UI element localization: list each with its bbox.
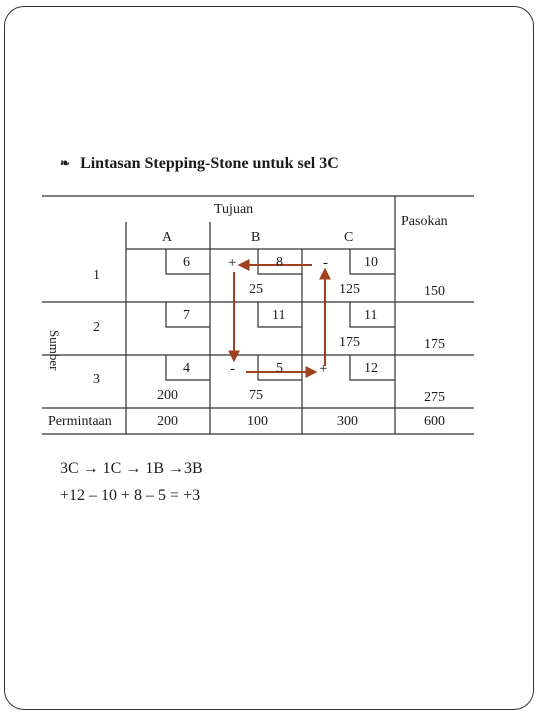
cost-1c: 10: [364, 255, 378, 270]
allocation-1c: 125: [339, 282, 360, 297]
allocation-3b: 75: [249, 388, 263, 403]
allocation-1b: 25: [249, 282, 263, 297]
allocation-2c: 175: [339, 335, 360, 350]
demand-a: 200: [157, 414, 178, 429]
path-formula: 3C → 1C → 1B →3B: [60, 460, 203, 477]
sign-3b: -: [230, 361, 235, 377]
sumber-label: Sumber: [47, 330, 62, 371]
sign-1c: -: [323, 255, 328, 271]
col-header-c: C: [344, 230, 354, 245]
heading-title: Lintasan Stepping-Stone untuk sel 3C: [80, 155, 339, 172]
cost-2c: 11: [364, 308, 378, 323]
demand-total: 600: [424, 414, 445, 429]
demand-c: 300: [337, 414, 358, 429]
cost-3b: 5: [276, 361, 283, 376]
row-label-2: 2: [93, 320, 100, 335]
row-label-1: 1: [93, 268, 100, 283]
supply-1: 150: [424, 284, 445, 299]
allocation-3a: 200: [157, 388, 178, 403]
sign-3c: +: [319, 361, 328, 377]
col-header-a: A: [162, 230, 173, 245]
cost-2b: 11: [272, 308, 286, 323]
permintaan-label: Permintaan: [48, 414, 112, 429]
cost-3c: 12: [364, 361, 378, 376]
pasokan-header: Pasokan: [401, 214, 448, 229]
sign-1b: +: [228, 255, 237, 271]
supply-3: 275: [424, 390, 445, 405]
cost-3a: 4: [183, 361, 190, 376]
cost-1a: 6: [183, 255, 190, 270]
cost-2a: 7: [183, 308, 190, 323]
cost-formula: +12 – 10 + 8 – 5 = +3: [60, 487, 201, 504]
demand-b: 100: [247, 414, 268, 429]
cost-1b: 8: [276, 255, 283, 270]
row-label-3: 3: [93, 372, 100, 387]
tujuan-header: Tujuan: [214, 202, 254, 217]
col-header-b: B: [251, 230, 261, 245]
bullet-icon: ❧: [60, 156, 71, 170]
supply-2: 175: [424, 337, 445, 352]
